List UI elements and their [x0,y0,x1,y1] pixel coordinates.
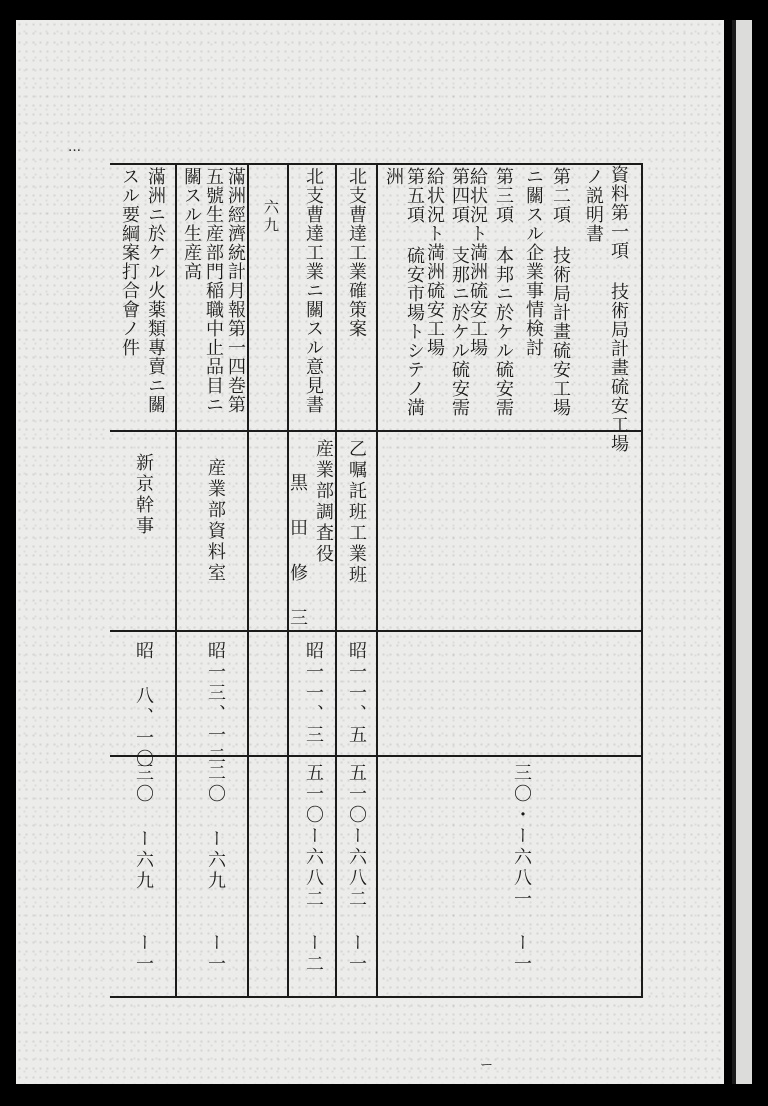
row2-title: 北支曹達工業確策案 [346,167,367,338]
row1-title-line8: 給状況ト満洲硫安工場 [424,167,445,357]
row1-title-line6: 給状況ト満洲硫安工場 [467,167,488,357]
row5-author: 産業部資料室 [205,458,226,584]
row4-number-label: 六九 [262,199,280,235]
row1-title-line3: 第二項 技術局計畫硫安工場 [550,167,571,417]
row1-title-line1: 資料第一項 技術局計畫硫安工場 [608,165,629,453]
row5-number: 二〇 ー六九 [205,763,226,892]
row1-divider [376,163,378,998]
adjacent-page-edge [736,20,752,1084]
document-ledger-table [110,163,643,998]
row3-author-name: 黒 田 修 三 [287,473,308,629]
row2-number: 五一〇ー六八二 [346,763,367,910]
row1-title-line5: 第三項 本邦ニ於ケル硫安需 [493,167,514,417]
row5-title-line2: 五號生産部門稲職中止品目ニ [203,167,224,414]
row3-number: 五一〇ー六八二 [303,763,324,910]
row1-count: ー一 [511,933,532,975]
row1-title-line7: 第四項 支那ニ於ケル硫安需 [449,167,470,417]
row3-date: 昭一一、三 [303,641,324,746]
bottom-margin-mark: ー [480,1058,494,1073]
row5-divider [175,163,177,998]
row5-title-line3: 關スル生産高 [181,167,202,281]
row2-author: 乙嘱託班工業班 [346,439,367,586]
row2-date: 昭一一、五 [346,641,367,746]
row6-author: 新京幹事 [133,453,154,537]
row3-title: 北支曹達工業ニ關スル意見書 [303,167,324,414]
row6-date: 昭 八、一〇 [133,641,154,770]
row1-number: 三〇・ー六八一 [511,763,532,910]
row1-title-line4: ニ關スル企業事情検討 [523,167,544,357]
row1-title-line9: 第五項 硫安市場トシテノ満 [404,167,425,417]
row2-count: ー一 [346,933,367,975]
row6-count: ー一 [133,933,154,975]
top-margin-mark: … [68,140,81,155]
row3-author-title: 産業部調査役 [313,439,334,565]
row6-title-line2: スル要綱案打合會ノ件 [119,167,140,357]
row6-title-line1: 滿洲ニ於ケル火薬類專賣ニ關 [145,167,166,414]
row2-divider [335,163,337,998]
row5-title-line1: 滿洲經濟統計月報第一四巻第 [225,167,246,414]
row1-title-line10: 洲 [383,167,404,186]
row1-title-line2: ノ説明書 [583,167,604,243]
row6-number: 三〇 ー六九 [133,763,154,892]
table-right-rule [641,163,643,998]
row3-count: ー二 [303,933,324,975]
row5-count: ー一 [205,933,226,975]
row5-date: 昭一三、一二 [205,641,226,767]
